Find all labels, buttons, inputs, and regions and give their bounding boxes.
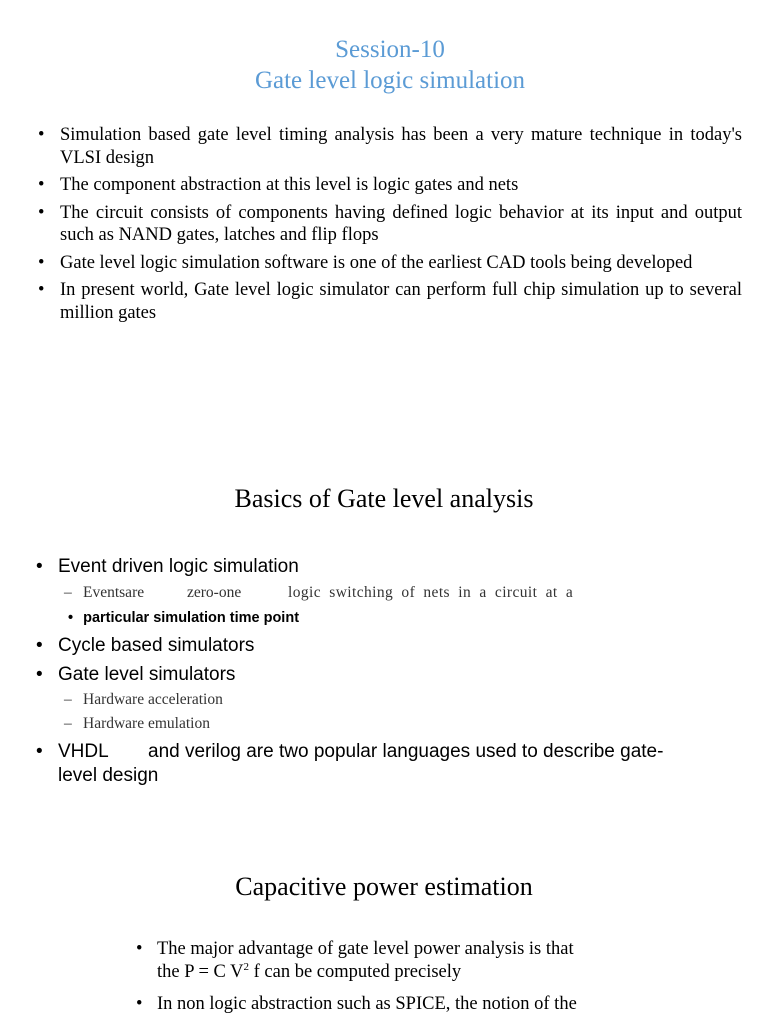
slide2-bullet-4-line2: level design — [58, 765, 159, 786]
slide2-title: Basics of Gate level analysis — [234, 484, 534, 513]
slide2-bullet-4-w1: VHDL — [58, 741, 109, 762]
bullet-icon: • — [36, 635, 43, 656]
slide3-bullet-1 — [136, 938, 696, 986]
slide1-bullet-4-text: Gate level logic simulation software is one of the earliest CAD tools being developed — [60, 252, 693, 273]
slide2-subitem-timepoint — [68, 610, 299, 626]
slide1-bullet-2 — [38, 174, 742, 197]
slide1-bullet-4 — [38, 252, 742, 275]
slide1-title: Gate level logic simulation — [254, 67, 526, 94]
slide3-bullet-1-line2 — [157, 961, 461, 984]
bullet-icon: • — [136, 939, 143, 959]
bullet-icon: • — [38, 175, 45, 195]
formula-superscript: 2 — [243, 960, 250, 973]
slide2-subitem-hw-acceleration-text: Hardware acceleration — [83, 691, 223, 708]
slide2-bullet-3-text: Gate level simulators — [58, 664, 236, 685]
dash-icon: – — [64, 715, 72, 732]
bullet-icon: • — [38, 125, 45, 145]
formula-part-a: the P = C V — [157, 962, 244, 982]
bullet-icon: • — [136, 994, 143, 1014]
slide1-bullet-5 — [38, 279, 742, 324]
bullet-icon: • — [68, 610, 74, 626]
slide1-bullet-3-text: The circuit consists of components having defined logic behavior at its input and output such as NAND gates, latches and flip flops — [60, 202, 742, 245]
slide1-bullet-2-text: The component abstraction at this level is logic gates and nets — [60, 175, 519, 195]
slide3-title: Capacitive power estimation — [235, 872, 533, 901]
bullet-icon: • — [36, 556, 43, 577]
slide1-bullet-1 — [38, 124, 742, 169]
bullet-icon: • — [38, 252, 45, 273]
slide1-bullet-list — [38, 124, 742, 329]
slide3-bullet-1-line1: The major advantage of gate level power analysis is that — [157, 939, 574, 959]
slide2-bullet-2-text: Cycle based simulators — [58, 635, 255, 656]
slide1-title-session: Session-10 — [335, 36, 445, 63]
slide2-subitem-events-w3: logic switching of nets in a circuit at a — [288, 584, 574, 601]
slide2-subitem-events-w2: zero-one — [187, 584, 242, 601]
dash-icon: – — [64, 584, 72, 601]
slide2-bullet-1-text: Event driven logic simulation — [58, 556, 299, 577]
slide1-bullet-1-text: Simulation based gate level timing analysis has been a very mature technique in today's VLSI design — [60, 125, 742, 168]
formula-part-b: f can be computed precisely — [249, 962, 462, 982]
bullet-icon: • — [36, 741, 43, 762]
slide3-bullet-2-line1: In non logic abstraction such as SPICE, the notion of the — [157, 994, 577, 1014]
bullet-icon: • — [36, 664, 43, 685]
slide2-subitem-timepoint-text: particular simulation time point — [83, 610, 300, 626]
slide2-subitem-events-w1: Eventsare — [83, 584, 145, 601]
slide2-bullet-4-w2: and verilog are two popular languages used to describe gate- — [148, 741, 664, 762]
slide1-bullet-5-text: In present world, Gate level logic simulator can perform full chip simulation up to several million gates — [60, 280, 742, 323]
dash-icon: – — [64, 691, 72, 708]
bullet-icon: • — [38, 202, 45, 223]
bullet-icon: • — [38, 280, 45, 300]
slide2-subitem-hw-emulation-text: Hardware emulation — [83, 715, 210, 732]
slide2-bullet-vhdl-verilog — [36, 740, 736, 790]
slide1-bullet-3 — [38, 202, 742, 247]
